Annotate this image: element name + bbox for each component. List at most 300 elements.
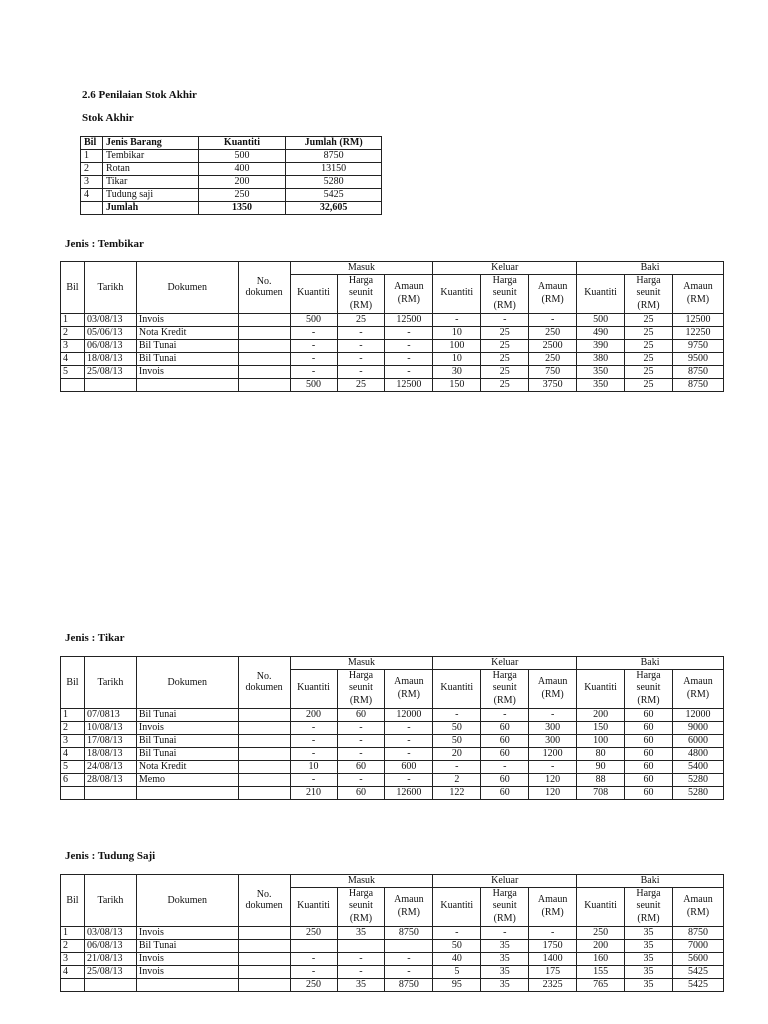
- table-cell: 60: [625, 786, 673, 799]
- table-cell: [238, 760, 290, 773]
- table-cell: 35: [625, 939, 673, 952]
- table-cell: -: [337, 965, 385, 978]
- table-cell: [238, 939, 290, 952]
- table-cell: 8750: [672, 378, 723, 391]
- table-cell: Bil Tunai: [136, 352, 238, 365]
- table-cell: 21/08/13: [84, 952, 136, 965]
- header-group-baki: Baki: [577, 657, 724, 670]
- table-cell: -: [385, 339, 433, 352]
- table-cell: [238, 326, 290, 339]
- table-row: [61, 326, 724, 339]
- table-cell: [337, 939, 385, 952]
- header-harga: Harga seunit (RM): [481, 274, 529, 313]
- table-cell: 25: [481, 378, 529, 391]
- table-cell: 600: [385, 760, 433, 773]
- table-cell: [238, 313, 290, 326]
- table-cell: 250: [577, 926, 625, 939]
- table-cell: 35: [625, 952, 673, 965]
- table-cell: 12500: [385, 313, 433, 326]
- table-cell: Invois: [136, 952, 238, 965]
- table-cell: 25: [337, 378, 385, 391]
- table-cell: 25: [625, 339, 673, 352]
- table-cell: 175: [529, 965, 577, 978]
- summary-cell: Tikar: [102, 176, 198, 189]
- table-cell: 500: [290, 378, 337, 391]
- table-cell: 8750: [672, 365, 723, 378]
- table-cell: 120: [529, 773, 577, 786]
- table-header-row: [61, 657, 724, 670]
- table-cell: 90: [577, 760, 625, 773]
- table-header-row: [61, 262, 724, 275]
- table-cell: 120: [529, 786, 577, 799]
- table-cell: 07/0813: [84, 708, 136, 721]
- table-cell: 4800: [672, 747, 723, 760]
- table-cell: 5425: [672, 965, 723, 978]
- table-cell: 25/08/13: [84, 965, 136, 978]
- header-amaun: Amaun (RM): [672, 669, 723, 708]
- table-cell: 10: [290, 760, 337, 773]
- table-cell: -: [385, 747, 433, 760]
- table-cell: 8750: [672, 926, 723, 939]
- summary-cell: 8750: [286, 150, 382, 163]
- table-cell: 1: [61, 313, 85, 326]
- table-cell: 4: [61, 965, 85, 978]
- table-cell: 250: [529, 352, 577, 365]
- header-harga: Harga seunit (RM): [481, 887, 529, 926]
- table-cell: 12500: [385, 378, 433, 391]
- table-cell: 2: [61, 326, 85, 339]
- table-cell: 3: [61, 952, 85, 965]
- table-cell: 50: [433, 734, 481, 747]
- table-cell: 25/08/13: [84, 365, 136, 378]
- table-cell: 500: [290, 313, 337, 326]
- table-cell: 60: [625, 721, 673, 734]
- table-cell: 390: [577, 339, 625, 352]
- header-group-baki: Baki: [577, 262, 724, 275]
- table-cell: 5280: [672, 773, 723, 786]
- table-cell: [290, 939, 337, 952]
- table-cell: Memo: [136, 773, 238, 786]
- table-cell: 06/08/13: [84, 339, 136, 352]
- header-group-keluar: Keluar: [433, 262, 577, 275]
- table-cell: Bil Tunai: [136, 339, 238, 352]
- header-kuantiti: Kuantiti: [433, 887, 481, 926]
- table-cell: 60: [625, 708, 673, 721]
- table-cell: -: [290, 747, 337, 760]
- header-bil: Bil: [61, 875, 85, 927]
- table-cell: 160: [577, 952, 625, 965]
- header-harga: Harga seunit (RM): [337, 669, 385, 708]
- table-cell: 9500: [672, 352, 723, 365]
- table-row: [61, 747, 724, 760]
- table-cell: -: [337, 952, 385, 965]
- summary-total-cell: 1350: [198, 202, 286, 215]
- table-cell: [238, 952, 290, 965]
- table-cell: 2500: [529, 339, 577, 352]
- header-harga: Harga seunit (RM): [337, 274, 385, 313]
- table-cell: 25: [625, 365, 673, 378]
- table-cell: -: [290, 721, 337, 734]
- table-cell: 17/08/13: [84, 734, 136, 747]
- table-cell: 35: [337, 926, 385, 939]
- header-amaun: Amaun (RM): [529, 887, 577, 926]
- table-cell: 03/08/13: [84, 313, 136, 326]
- table-cell: 5280: [672, 786, 723, 799]
- table-cell: -: [290, 339, 337, 352]
- table-cell: 300: [529, 721, 577, 734]
- table-cell: [61, 378, 85, 391]
- header-bil: Bil: [61, 262, 85, 314]
- summary-cell: 2: [81, 163, 103, 176]
- table-cell: [238, 352, 290, 365]
- table-cell: [238, 978, 290, 991]
- header-kuantiti: Kuantiti: [290, 887, 337, 926]
- table-cell: -: [433, 926, 481, 939]
- summary-row: [81, 176, 382, 189]
- header-amaun: Amaun (RM): [672, 274, 723, 313]
- header-kuantiti: Kuantiti: [577, 274, 625, 313]
- table-cell: 35: [481, 952, 529, 965]
- table-cell: 12250: [672, 326, 723, 339]
- table-cell: 1: [61, 708, 85, 721]
- header-no-dokumen: No. dokumen: [238, 657, 290, 709]
- summary-header-cell: Kuantiti: [198, 137, 286, 150]
- table-cell: 60: [625, 747, 673, 760]
- header-amaun: Amaun (RM): [529, 669, 577, 708]
- summary-total-row: [81, 202, 382, 215]
- table-cell: -: [433, 708, 481, 721]
- table-cell: 12000: [385, 708, 433, 721]
- table-cell: -: [481, 926, 529, 939]
- section-heading: 2.6 Penilaian Stok Akhir: [82, 89, 197, 101]
- summary-cell: Rotan: [102, 163, 198, 176]
- header-kuantiti: Kuantiti: [577, 669, 625, 708]
- summary-cell: Tudung saji: [102, 189, 198, 202]
- table-cell: [238, 773, 290, 786]
- table-cell: 30: [433, 365, 481, 378]
- table-cell: 5600: [672, 952, 723, 965]
- table-cell: 150: [577, 721, 625, 734]
- table-cell: 2: [61, 939, 85, 952]
- stock-card-table-tembikar: [60, 261, 724, 392]
- table-cell: 40: [433, 952, 481, 965]
- table-cell: 50: [433, 939, 481, 952]
- table-cell: Invois: [136, 926, 238, 939]
- table-cell: 03/08/13: [84, 926, 136, 939]
- table-cell: 100: [433, 339, 481, 352]
- table-cell: 9000: [672, 721, 723, 734]
- table-cell: 150: [433, 378, 481, 391]
- table-cell: 3: [61, 734, 85, 747]
- table-cell: -: [290, 965, 337, 978]
- table-cell: 80: [577, 747, 625, 760]
- table-cell: -: [529, 708, 577, 721]
- table-cell: 06/08/13: [84, 939, 136, 952]
- table-row: [61, 339, 724, 352]
- summary-cell: 500: [198, 150, 286, 163]
- table-cell: 88: [577, 773, 625, 786]
- table-cell: 350: [577, 378, 625, 391]
- table-cell: 25: [625, 378, 673, 391]
- table-cell: 60: [481, 721, 529, 734]
- table-cell: 1: [61, 926, 85, 939]
- table-cell: 60: [337, 786, 385, 799]
- table-cell: [61, 786, 85, 799]
- table-cell: 18/08/13: [84, 352, 136, 365]
- table-cell: 60: [337, 760, 385, 773]
- summary-cell: 5425: [286, 189, 382, 202]
- table-cell: 300: [529, 734, 577, 747]
- table-cell: 25: [625, 352, 673, 365]
- table-cell: [238, 721, 290, 734]
- stok-akhir-heading: Stok Akhir: [82, 112, 134, 124]
- table-cell: 6000: [672, 734, 723, 747]
- header-amaun: Amaun (RM): [672, 887, 723, 926]
- header-harga: Harga seunit (RM): [625, 274, 673, 313]
- table-cell: -: [529, 313, 577, 326]
- table-cell: -: [337, 352, 385, 365]
- table-cell: 25: [625, 326, 673, 339]
- table-cell: [136, 786, 238, 799]
- table-cell: [238, 786, 290, 799]
- summary-table: [80, 136, 382, 215]
- table-cell: 250: [529, 326, 577, 339]
- table-cell: 3750: [529, 378, 577, 391]
- table-cell: -: [385, 352, 433, 365]
- header-dokumen: Dokumen: [136, 875, 238, 927]
- stock-card-table-tudung-saji: [60, 874, 724, 992]
- header-kuantiti: Kuantiti: [433, 274, 481, 313]
- section-title-tikar: Jenis : Tikar: [65, 632, 125, 644]
- table-row: [61, 965, 724, 978]
- summary-cell: Tembikar: [102, 150, 198, 163]
- table-cell: -: [337, 326, 385, 339]
- header-kuantiti: Kuantiti: [290, 274, 337, 313]
- table-cell: 12000: [672, 708, 723, 721]
- header-group-masuk: Masuk: [290, 262, 433, 275]
- header-amaun: Amaun (RM): [529, 274, 577, 313]
- table-cell: Invois: [136, 721, 238, 734]
- table-cell: [385, 939, 433, 952]
- table-cell: 35: [625, 965, 673, 978]
- table-cell: -: [385, 721, 433, 734]
- table-cell: -: [433, 313, 481, 326]
- table-row: [61, 378, 724, 391]
- header-dokumen: Dokumen: [136, 657, 238, 709]
- table-cell: 210: [290, 786, 337, 799]
- table-cell: 35: [481, 939, 529, 952]
- header-group-keluar: Keluar: [433, 657, 577, 670]
- table-row: [61, 352, 724, 365]
- table-cell: -: [337, 365, 385, 378]
- table-cell: -: [337, 721, 385, 734]
- table-cell: [238, 734, 290, 747]
- table-cell: 3: [61, 339, 85, 352]
- header-no-dokumen: No. dokumen: [238, 875, 290, 927]
- table-cell: 25: [625, 313, 673, 326]
- table-cell: -: [529, 926, 577, 939]
- table-cell: Nota Kredit: [136, 326, 238, 339]
- table-cell: 35: [481, 978, 529, 991]
- table-cell: 24/08/13: [84, 760, 136, 773]
- header-group-masuk: Masuk: [290, 657, 433, 670]
- table-cell: 60: [625, 760, 673, 773]
- table-cell: -: [290, 734, 337, 747]
- table-cell: [238, 965, 290, 978]
- table-cell: [238, 926, 290, 939]
- table-cell: -: [337, 773, 385, 786]
- table-cell: 8750: [385, 926, 433, 939]
- header-amaun: Amaun (RM): [385, 669, 433, 708]
- table-cell: 10: [433, 352, 481, 365]
- table-cell: 5: [433, 965, 481, 978]
- header-bil: Bil: [61, 657, 85, 709]
- table-cell: [238, 747, 290, 760]
- table-cell: 20: [433, 747, 481, 760]
- summary-header-cell: Bil: [81, 137, 103, 150]
- table-cell: Bil Tunai: [136, 747, 238, 760]
- table-cell: 2: [433, 773, 481, 786]
- header-kuantiti: Kuantiti: [290, 669, 337, 708]
- table-cell: 7000: [672, 939, 723, 952]
- table-cell: 10/08/13: [84, 721, 136, 734]
- table-cell: 35: [481, 965, 529, 978]
- table-cell: 750: [529, 365, 577, 378]
- summary-cell: 3: [81, 176, 103, 189]
- table-row: [61, 926, 724, 939]
- table-cell: 765: [577, 978, 625, 991]
- table-cell: -: [290, 952, 337, 965]
- table-cell: 9750: [672, 339, 723, 352]
- header-amaun: Amaun (RM): [385, 887, 433, 926]
- table-cell: 5: [61, 760, 85, 773]
- header-tarikh: Tarikh: [84, 657, 136, 709]
- table-cell: [84, 378, 136, 391]
- table-cell: -: [385, 965, 433, 978]
- header-kuantiti: Kuantiti: [433, 669, 481, 708]
- header-group-masuk: Masuk: [290, 875, 433, 888]
- table-row: [61, 760, 724, 773]
- summary-header-cell: Jumlah (RM): [286, 137, 382, 150]
- table-cell: 200: [577, 708, 625, 721]
- table-row: [61, 978, 724, 991]
- table-cell: -: [337, 734, 385, 747]
- table-cell: -: [481, 313, 529, 326]
- header-group-keluar: Keluar: [433, 875, 577, 888]
- table-header-row: [61, 875, 724, 888]
- header-amaun: Amaun (RM): [385, 274, 433, 313]
- table-cell: -: [481, 760, 529, 773]
- table-cell: [238, 378, 290, 391]
- table-cell: [84, 786, 136, 799]
- table-cell: -: [385, 326, 433, 339]
- table-cell: [238, 708, 290, 721]
- table-cell: 4: [61, 747, 85, 760]
- table-cell: 2: [61, 721, 85, 734]
- table-cell: 50: [433, 721, 481, 734]
- table-cell: 35: [337, 978, 385, 991]
- header-kuantiti: Kuantiti: [577, 887, 625, 926]
- table-cell: 25: [481, 352, 529, 365]
- table-cell: -: [385, 773, 433, 786]
- table-cell: 1400: [529, 952, 577, 965]
- header-tarikh: Tarikh: [84, 262, 136, 314]
- table-cell: 28/08/13: [84, 773, 136, 786]
- table-row: [61, 939, 724, 952]
- table-cell: 350: [577, 365, 625, 378]
- table-cell: 60: [337, 708, 385, 721]
- table-cell: 5400: [672, 760, 723, 773]
- table-cell: 25: [337, 313, 385, 326]
- table-cell: 2325: [529, 978, 577, 991]
- table-cell: 35: [625, 978, 673, 991]
- table-cell: Invois: [136, 965, 238, 978]
- table-cell: [238, 365, 290, 378]
- table-cell: 18/08/13: [84, 747, 136, 760]
- summary-total-cell: Jumlah: [102, 202, 198, 215]
- header-harga: Harga seunit (RM): [337, 887, 385, 926]
- table-cell: 95: [433, 978, 481, 991]
- table-cell: 35: [625, 926, 673, 939]
- stock-card-table-tikar: [60, 656, 724, 800]
- table-row: [61, 952, 724, 965]
- section-title-tembikar: Jenis : Tembikar: [65, 238, 144, 250]
- summary-cell: 200: [198, 176, 286, 189]
- table-cell: 25: [481, 339, 529, 352]
- table-cell: [84, 978, 136, 991]
- table-row: [61, 708, 724, 721]
- summary-cell: 250: [198, 189, 286, 202]
- table-cell: -: [385, 952, 433, 965]
- section-title-tudung-saji: Jenis : Tudung Saji: [65, 850, 156, 862]
- table-cell: Nota Kredit: [136, 760, 238, 773]
- header-tarikh: Tarikh: [84, 875, 136, 927]
- table-cell: 25: [481, 326, 529, 339]
- table-cell: 5425: [672, 978, 723, 991]
- table-row: [61, 734, 724, 747]
- table-cell: Bil Tunai: [136, 708, 238, 721]
- table-cell: 60: [625, 734, 673, 747]
- summary-cell: 1: [81, 150, 103, 163]
- summary-row: [81, 150, 382, 163]
- summary-total-cell: [81, 202, 103, 215]
- summary-cell: 13150: [286, 163, 382, 176]
- table-cell: -: [385, 734, 433, 747]
- table-cell: -: [290, 326, 337, 339]
- table-cell: 1200: [529, 747, 577, 760]
- table-cell: Bil Tunai: [136, 734, 238, 747]
- table-cell: 5: [61, 365, 85, 378]
- table-row: [61, 721, 724, 734]
- table-row: [61, 786, 724, 799]
- table-cell: 200: [577, 939, 625, 952]
- header-harga: Harga seunit (RM): [625, 669, 673, 708]
- table-cell: Bil Tunai: [136, 939, 238, 952]
- header-group-baki: Baki: [577, 875, 724, 888]
- summary-row: [81, 163, 382, 176]
- table-cell: 05/06/13: [84, 326, 136, 339]
- table-cell: 708: [577, 786, 625, 799]
- header-dokumen: Dokumen: [136, 262, 238, 314]
- table-cell: -: [385, 365, 433, 378]
- table-cell: 380: [577, 352, 625, 365]
- summary-row: [81, 189, 382, 202]
- table-cell: 12500: [672, 313, 723, 326]
- table-cell: -: [337, 747, 385, 760]
- table-cell: 60: [481, 773, 529, 786]
- table-cell: -: [290, 773, 337, 786]
- table-cell: 8750: [385, 978, 433, 991]
